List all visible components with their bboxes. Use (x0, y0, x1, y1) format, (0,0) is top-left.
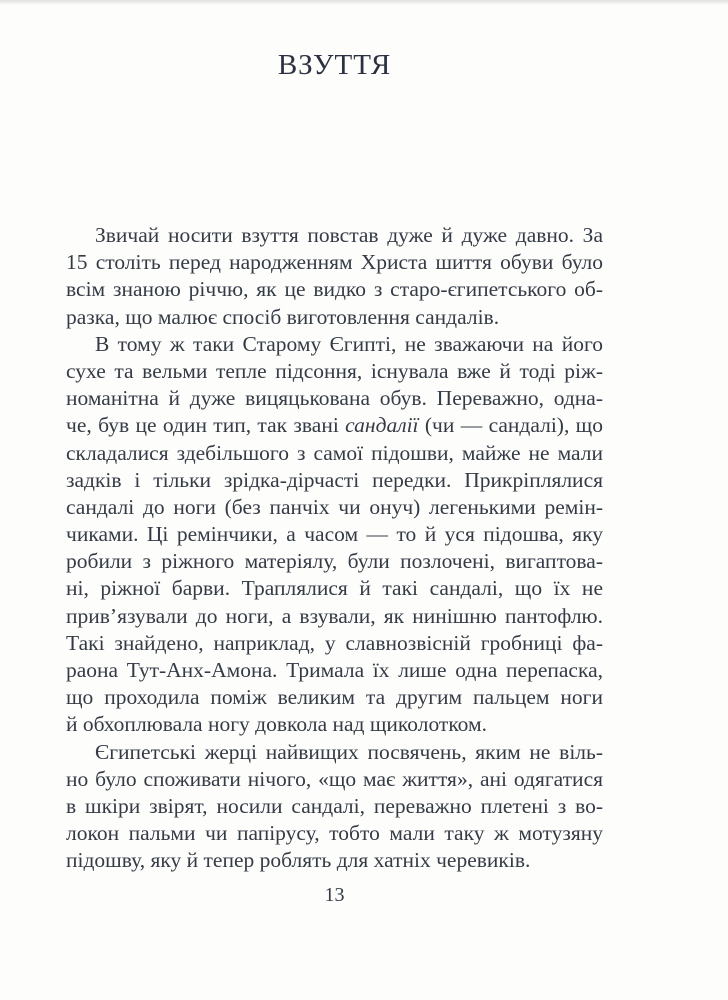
text-line (66, 358, 603, 385)
text-segment: прив’язували до ноги, а взували, як нинішню пантофлю. (66, 603, 603, 628)
text-line (66, 304, 603, 331)
text-segment: в шкіри звірят, носили сандалі, переважно плетені з во- (66, 793, 603, 818)
text-line (66, 521, 603, 548)
chapter-title: ВЗУТТЯ (277, 49, 392, 81)
text-line (66, 793, 603, 820)
text-segment: локон пальми чи папірусу, тобто мали таку ж мотузяну (66, 821, 603, 846)
text-line (66, 630, 603, 657)
text-line (66, 385, 603, 412)
text-line (66, 494, 603, 521)
text-line (66, 575, 603, 602)
text-segment: разка, що малює спосіб виготовлення сандалів. (66, 304, 500, 329)
text-line (66, 249, 603, 276)
text-line (66, 739, 603, 766)
text-segment: ні, ріжної барви. Траплялися й такі сандалі, що їх не (66, 576, 603, 601)
paragraph (66, 222, 603, 331)
text-line (66, 467, 603, 494)
page-number: 13 (324, 884, 345, 906)
text-segment: Такі знайдено, наприклад, у славнозвісній гробниці фа- (66, 630, 603, 655)
text-segment: всім знаною річчю, як це видко з старо-єгипетського об- (66, 277, 603, 302)
text-segment: сандалі до ноги (без панчіх чи онуч) легенькими ремін- (66, 494, 603, 519)
text-segment: че, був це один тип, так звані (66, 413, 346, 438)
text-line (66, 820, 603, 847)
text-line (66, 331, 603, 358)
text-line (66, 657, 603, 684)
body-text (66, 222, 603, 875)
text-segment: но було споживати нічого, «що має життя», ані одягатися (66, 766, 603, 791)
text-line (66, 766, 603, 793)
text-segment: Звичай носити взуття повстав дуже й дуже давно. За (95, 223, 603, 247)
paragraph (66, 739, 603, 875)
text-line (66, 847, 603, 874)
text-segment: що проходила поміж великим та другим пальцем ноги (66, 685, 603, 710)
text-segment: чиками. Ці ремінчики, а часом — то й уся підошва, яку (66, 522, 603, 547)
text-segment: сухе та вельми тепле підсоння, існувала вже й тоді ріж- (66, 358, 603, 383)
text-segment: й обхоплювала ногу довкола над щиколотком. (66, 712, 487, 737)
page-edge-shadow (0, 0, 728, 5)
text-segment: задків і тільки зрідка-дірчасті передки. Прикріплялися (66, 467, 603, 492)
text-line (66, 603, 603, 630)
text-segment: 15 століть перед народженням Христа шиття обуви було (66, 250, 603, 275)
text-line (66, 276, 603, 303)
text-line (66, 412, 603, 439)
text-segment: номанітна й дуже вицяцькована обув. Переважно, одна- (66, 386, 603, 411)
text-segment: Єгипетські жерці найвищих посвячень, яким не віль- (95, 739, 603, 764)
paragraph (66, 331, 603, 739)
text-line (66, 684, 603, 711)
text-line (66, 711, 603, 738)
italic-term: сандалії (345, 413, 419, 438)
text-line (66, 222, 603, 249)
text-segment: раона Тут-Анх-Амона. Тримала їх лише одна перепаска, (66, 658, 603, 682)
text-segment: робили з ріжного матеріялу, були позлочені, вигаптова- (66, 549, 603, 574)
text-segment: складалися здебільшого з самої підошви, майже не мали (66, 440, 603, 465)
text-line (66, 440, 603, 467)
text-segment: підошву, яку й тепер роблять для хатніх черевиків. (66, 848, 531, 873)
text-segment: В тому ж таки Старому Єгипті, не зважаючи на його (95, 331, 603, 356)
text-segment: (чи — сандалі), що (418, 413, 603, 438)
text-line (66, 548, 603, 575)
